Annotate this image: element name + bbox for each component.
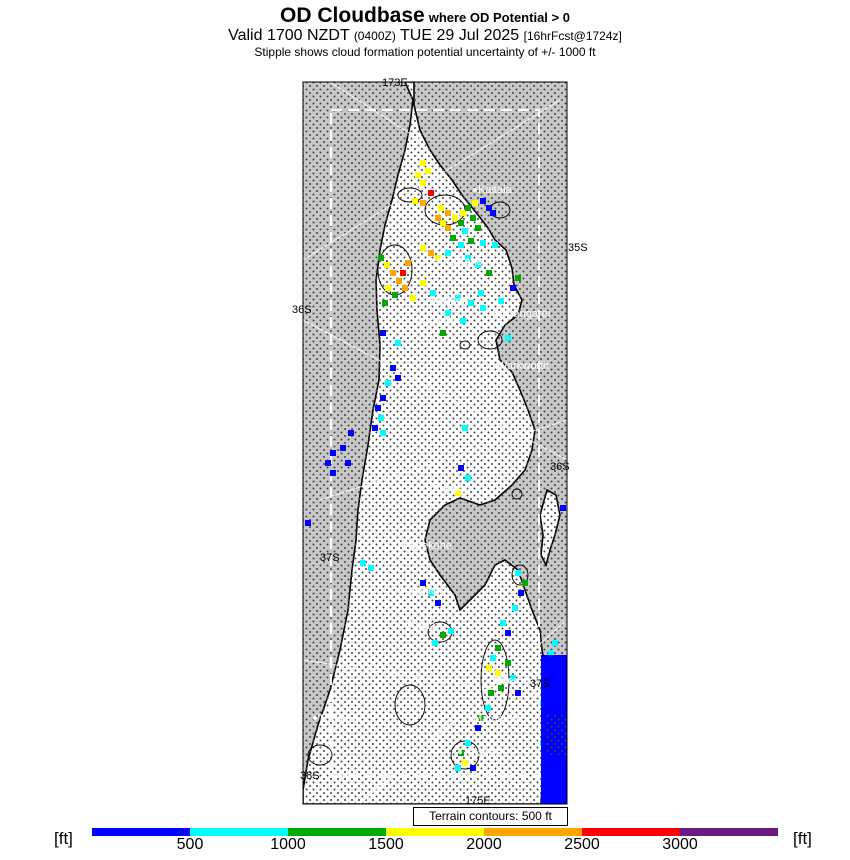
- colorbar-tick-label: 1000: [270, 836, 306, 853]
- cloudbase-cell: [505, 660, 511, 666]
- cloudbase-cell: [420, 200, 426, 206]
- cloudbase-cell: [518, 590, 524, 596]
- cloudbase-cell: [420, 245, 426, 251]
- cloudbase-cell: [515, 275, 521, 281]
- place-kaitaia: Kaitaia: [478, 184, 512, 196]
- lon-label-top: 173E: [382, 77, 408, 89]
- colorbar-tick-label: 500: [176, 836, 204, 853]
- cloudbase-cell: [384, 262, 390, 268]
- cloudbase-cell: [448, 628, 454, 634]
- cloudbase-cell: [452, 215, 458, 221]
- cloudbase-cell: [522, 580, 528, 586]
- place-warkworth: Warkworth: [497, 360, 550, 372]
- cloudbase-cell: [480, 305, 486, 311]
- colorbar-segment: [190, 828, 288, 836]
- cloudbase-cell: [305, 520, 311, 526]
- lat-label-left-37s: 37S: [320, 552, 340, 564]
- cloudbase-cell: [462, 425, 468, 431]
- place-paeroa: Paeroa: [494, 675, 530, 687]
- cloudbase-cell: [465, 475, 471, 481]
- cloudbase-cell: [468, 300, 474, 306]
- cloudbase-cell: [495, 645, 501, 651]
- cloudbase-cell: [488, 690, 494, 696]
- cloudbase-cell: [458, 465, 464, 471]
- cloudbase-cell: [515, 690, 521, 696]
- cloudbase-cell: [405, 260, 411, 266]
- cloudbase-cell: [440, 330, 446, 336]
- lat-label-left-38s: 38S: [300, 770, 320, 782]
- place-dargaville: Dargaville: [408, 315, 457, 327]
- cloudbase-cell: [420, 160, 426, 166]
- colorbar-segment: [582, 828, 680, 836]
- title-main: OD Cloudbase: [280, 4, 425, 27]
- cloudbase-cell: [410, 295, 416, 301]
- colorbar-segment: [288, 828, 386, 836]
- terrain-contour-legend: Terrain contours: 500 ft: [413, 807, 568, 826]
- cloudbase-cell: [395, 375, 401, 381]
- uncertainty-stipple: [303, 82, 567, 804]
- place-raglan: Raglan: [407, 620, 442, 632]
- cloudbase-cell: [472, 200, 478, 206]
- cloudbase-cell: [450, 235, 456, 241]
- cloudbase-cell: [372, 425, 378, 431]
- cloudbase-cell: [458, 242, 464, 248]
- colorbar-tick-label: 2500: [564, 836, 600, 853]
- cloudbase-cell: [492, 242, 498, 248]
- cloudbase-cell: [480, 198, 486, 204]
- cloudbase-cell: [438, 205, 444, 211]
- place-pukekohe: Pukekohe: [403, 540, 452, 552]
- valid-prefix: Valid 1700 NZDT: [228, 27, 350, 44]
- cloudbase-cell: [486, 665, 492, 671]
- cloudbase-cell: [470, 215, 476, 221]
- cloudbase-cell: [510, 285, 516, 291]
- cloudbase-cell: [465, 740, 471, 746]
- cloudbase-cell: [435, 215, 441, 221]
- place-kaikohe: Kaikohe: [443, 256, 483, 268]
- cloudbase-cell: [330, 450, 336, 456]
- colorbar-tick-label: 1500: [368, 836, 404, 853]
- place-auckland: Auckland: [432, 483, 478, 495]
- cloudbase-cell: [378, 415, 384, 421]
- place-whangarei: Whangarei: [497, 308, 551, 320]
- lon-label-bottom: 175E: [465, 795, 491, 807]
- cloudbase-cell: [428, 190, 434, 196]
- cloudbase-cell: [340, 445, 346, 451]
- lat-label-right-37s: 37S: [530, 678, 550, 690]
- cloudbase-cell: [382, 300, 388, 306]
- place-hamilton: Hamilton: [400, 585, 444, 597]
- cloudbase-cell: [412, 198, 418, 204]
- valid-date: TUE 29 Jul 2025: [400, 27, 520, 44]
- cloudbase-cell: [498, 298, 504, 304]
- cloudbase-cell: [345, 460, 351, 466]
- cloudbase-cell: [390, 270, 396, 276]
- cloudbase-cell: [552, 640, 558, 646]
- colorbar-unit-right: [ft]: [793, 829, 812, 848]
- east-stipple: [547, 715, 567, 755]
- cloudbase-cell: [435, 600, 441, 606]
- cloudbase-cell: [560, 505, 566, 511]
- cloudbase-cell: [445, 210, 451, 216]
- cloudbase-cell: [460, 318, 466, 324]
- cloudbase-cell: [462, 228, 468, 234]
- cloudbase-cell: [420, 180, 426, 186]
- cloudbase-cell: [368, 565, 374, 571]
- valid-utc: (0400Z): [353, 29, 396, 43]
- cloudbase-cell: [415, 172, 421, 178]
- place-kerikeri: Kerikeri: [431, 295, 469, 307]
- cloudbase-cell: [500, 620, 506, 626]
- cloudbase-cell: [425, 168, 431, 174]
- cloudbase-cell: [475, 225, 481, 231]
- cloudbase-cell: [325, 460, 331, 466]
- cloudbase-cell: [396, 278, 402, 284]
- cloudbase-cell: [330, 470, 336, 476]
- subtitle: Stipple shows cloud formation potential uncertainty of +/- 1000 ft: [254, 45, 596, 59]
- cloudbase-cell: [378, 255, 384, 261]
- cloudbase-cell: [360, 560, 366, 566]
- cloudbase-cell: [505, 335, 511, 341]
- cloudbase-cell: [402, 285, 408, 291]
- colorbar-unit-left: [ft]: [54, 829, 73, 848]
- cloudbase-cell: [486, 270, 492, 276]
- cloudbase-cell: [348, 430, 354, 436]
- colorbar-segment: [92, 828, 190, 836]
- cloudbase-cell: [490, 655, 496, 661]
- cloudbase-cell: [455, 765, 461, 771]
- cloudbase-cell: [380, 395, 386, 401]
- cloudbase-cell: [468, 238, 474, 244]
- cloudbase-cell: [420, 280, 426, 286]
- cloudbase-cell: [375, 405, 381, 411]
- colorbar-tick-label: 3000: [662, 836, 698, 853]
- cloudbase-cell: [380, 430, 386, 436]
- cloudbase-cell: [470, 765, 476, 771]
- cloudbase-cell: [512, 605, 518, 611]
- cloudbase-cell: [458, 220, 464, 226]
- cloudbase-cell: [475, 725, 481, 731]
- cloudbase-cell: [505, 630, 511, 636]
- cloudbase-cell: [392, 292, 398, 298]
- cloudbase-cell: [385, 380, 391, 386]
- lat-label-left-36s: 36S: [292, 304, 312, 316]
- cloudbase-cell: [390, 365, 396, 371]
- cloudbase-cell: [385, 285, 391, 291]
- cloudbase-cell: [480, 240, 486, 246]
- cloudbase-cell: [432, 640, 438, 646]
- cloudbase-cell: [465, 205, 471, 211]
- place-matamata: Matamata: [473, 713, 522, 725]
- place-thames: Thames: [318, 713, 358, 725]
- cloudbase-cell: [380, 330, 386, 336]
- cloudbase-cell: [440, 632, 446, 638]
- cloudbase-cell: [485, 705, 491, 711]
- colorbar-tick-label: 2000: [466, 836, 502, 853]
- lat-label-right-36s: 36S: [550, 461, 570, 473]
- forecast-info: [16hrFcst@1724z]: [523, 29, 622, 43]
- colorbar-segment: [680, 828, 778, 836]
- cloudbase-cell: [428, 250, 434, 256]
- cloudbase-cell: [395, 340, 401, 346]
- colorbar-segment: [386, 828, 484, 836]
- place-tokoroa: Tokoroa: [463, 747, 503, 759]
- cloudbase-cell: [400, 270, 406, 276]
- title-suffix: where OD Potential > 0: [428, 10, 570, 25]
- colorbar-segment: [484, 828, 582, 836]
- cloudbase-cell: [478, 290, 484, 296]
- cloudbase-cell: [515, 570, 521, 576]
- cloudbase-cell: [462, 760, 468, 766]
- cloudbase-cell: [490, 210, 496, 216]
- lat-label-right-35s: 35S: [568, 242, 588, 254]
